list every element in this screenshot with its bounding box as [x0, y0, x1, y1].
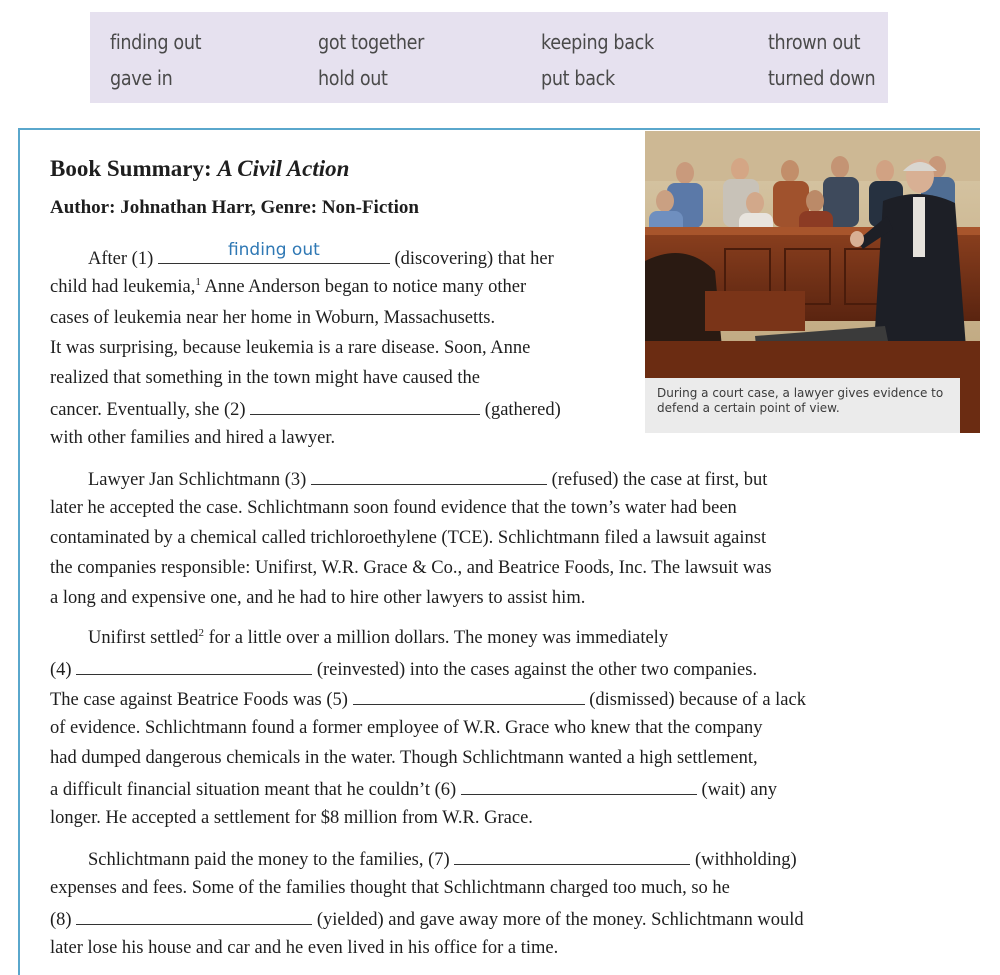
answer-1: finding out [227, 240, 320, 260]
book-title: A Civil Action [217, 156, 350, 181]
blank-8[interactable] [76, 906, 312, 925]
blank-6[interactable] [461, 776, 697, 795]
text-line: realized that something in the town might have caused the [50, 368, 480, 388]
photo-caption: During a court case, a lawyer gives evidence to defend a certain point of view. [645, 378, 960, 433]
word-bank-item: finding out [110, 30, 202, 54]
author-line: Author: Johnathan Harr, Genre: Non-Fiction [50, 197, 419, 218]
blank-1[interactable] [158, 240, 390, 264]
text-line: (8) (yielded) and gave away more of the money. Schlichtmann would [50, 906, 804, 932]
text-line: expenses and fees. Some of the families thought that Schlichtmann charged too much, so he [50, 878, 730, 898]
word-bank-item: turned down [768, 66, 876, 90]
text-line: Lawyer Jan Schlichtmann (3) (refused) the case at first, but [88, 466, 767, 492]
text-line: (4) (reinvested) into the cases against the other two companies. [50, 656, 757, 682]
blank-7[interactable] [454, 846, 690, 865]
text-line: a long and expensive one, and he had to hire other lawyers to assist him. [50, 588, 586, 608]
text-line: of evidence. Schlichtmann found a former employee of W.R. Grace who knew that the company [50, 718, 763, 738]
text-line: After (1) finding out (discovering) that her [88, 240, 554, 269]
blank-2[interactable] [250, 396, 480, 415]
text-line: longer. He accepted a settlement for $8 million from W.R. Grace. [50, 808, 533, 828]
text-line: with other families and hired a lawyer. [50, 428, 336, 448]
blank-3[interactable] [311, 466, 547, 485]
blank-5[interactable] [353, 686, 585, 705]
word-bank-item: hold out [318, 66, 388, 90]
text-line: the companies responsible: Unifirst, W.R. Grace & Co., and Beatrice Foods, Inc. The lawsuit was [50, 558, 772, 578]
text-line: It was surprising, because leukemia is a rare disease. Soon, Anne [50, 338, 531, 358]
blank-4[interactable] [76, 656, 312, 675]
word-bank-item: keeping back [541, 30, 654, 54]
text-line: later he accepted the case. Schlichtmann soon found evidence that the town’s water had been [50, 498, 737, 518]
text-line: had dumped dangerous chemicals in the water. Though Schlichtmann wanted a high settlement, [50, 748, 758, 768]
word-bank-item: gave in [110, 66, 173, 90]
word-bank-item: thrown out [768, 30, 861, 54]
word-bank-item: got together [318, 30, 425, 54]
text-line: cancer. Eventually, she (2) (gathered) [50, 396, 561, 422]
text-line: child had leukemia,$^1$ Anne Anderson began to notice many other [50, 275, 527, 297]
text-line: a difficult financial situation meant that he couldn’t (6) (wait) any [50, 776, 777, 802]
word-bank-item: put back [541, 66, 615, 90]
text-line: The case against Beatrice Foods was (5) (dismissed) because of a lack [50, 686, 806, 712]
text-line: Unifirst settled$^2$ for a little over a million dollars. The money was immediately [88, 626, 669, 648]
text-line: later lose his house and car and he even lived in his office for a time. [50, 938, 559, 958]
text-line: contaminated by a chemical called trichloroethylene (TCE). Schlichtmann filed a lawsuit against [50, 528, 767, 548]
text-line: cases of leukemia near her home in Woburn, Massachusetts. [50, 308, 496, 328]
text-line: Schlichtmann paid the money to the families, (7) (withholding) [88, 846, 797, 872]
page-title: Book Summary: A Civil Action [50, 156, 350, 181]
